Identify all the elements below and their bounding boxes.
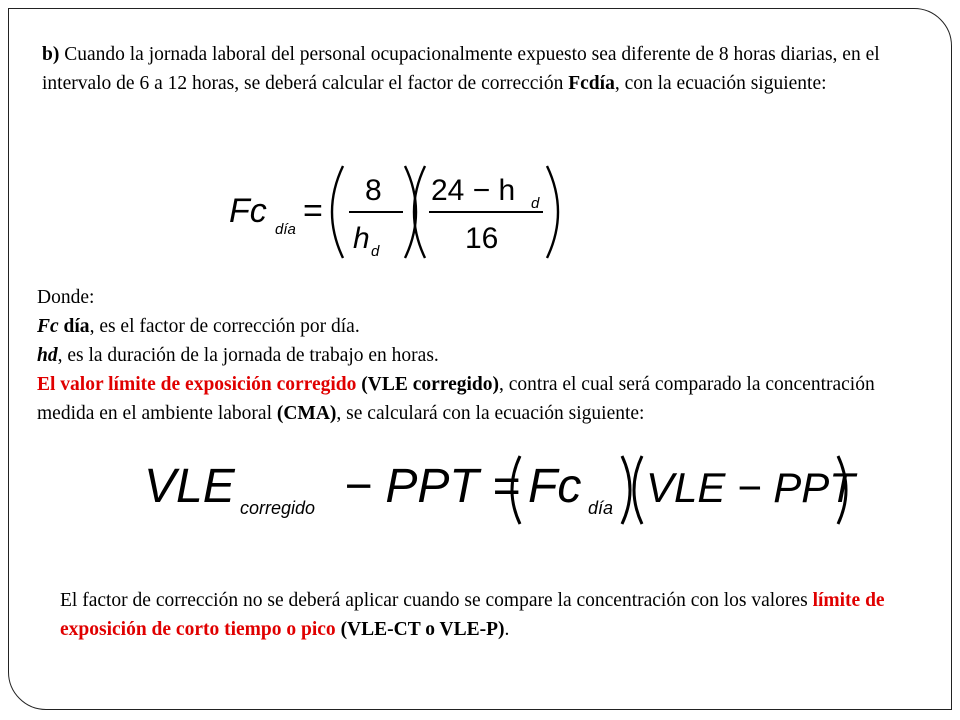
eq2-fc-sub: día	[588, 498, 614, 518]
eq1-f1-den-sub: d	[371, 243, 380, 260]
equation-vle-corrected	[140, 450, 860, 530]
note-red-term: límite de exposición de corto tiempo o pico	[60, 590, 885, 640]
intro-tail: , con la ecuación siguiente:	[614, 73, 827, 94]
eq2-paren2: VLE − PPT	[646, 464, 855, 511]
definitions-paragraph	[37, 283, 932, 428]
hd-definition	[37, 341, 932, 370]
eq2-sub: corregido	[240, 498, 316, 518]
fc-term-a: Fc	[37, 316, 59, 337]
equation-correction-factor	[225, 160, 565, 265]
vle-red-term: El valor límite de exposición corregido	[37, 374, 357, 395]
eq1-f2-den: 16	[465, 222, 499, 255]
note-paragraph	[60, 586, 920, 644]
note-end: .	[504, 619, 510, 640]
vle-definition	[37, 370, 932, 428]
eq1-equals: =	[303, 192, 323, 230]
eq1-f1-den: h	[353, 222, 370, 255]
eq2-paren-open-2	[634, 456, 642, 524]
intro-paragraph	[42, 40, 922, 98]
eq1-f2-num: 24 − h	[431, 174, 516, 207]
intro-label: b)	[42, 44, 60, 65]
eq1-lhs-sub: día	[275, 221, 296, 238]
fc-desc: , es el factor de corrección por día.	[89, 316, 360, 337]
cma-abbr: (CMA)	[276, 403, 337, 424]
eq2-fc: Fc	[528, 460, 582, 513]
note-abbr: (VLE-CT o VLE-P)	[335, 619, 505, 640]
vle-tail: , se calculará con la ecuación siguiente:	[336, 403, 645, 424]
donde-label: Donde:	[37, 287, 95, 308]
vle-text: , contra el cual será comparado la concentración medida en el ambiente laboral	[37, 374, 875, 424]
intro-term: Fcdía	[568, 73, 615, 94]
hd-desc: , es la duración de la jornada de trabajo en horas.	[57, 345, 439, 366]
eq1-f1-num: 8	[365, 174, 382, 207]
eq1-paren-open-1	[332, 166, 343, 258]
eq1-paren-close-2	[547, 166, 558, 258]
eq2-minus-ppt: − PPT =	[344, 460, 521, 513]
intro-text: Cuando la jornada laboral del personal ocupacionalmente expuesto sea diferente de 8 horas diarias, en el intervalo de 6 a 12 horas, se deberá calcular el factor de corrección	[42, 44, 880, 94]
fc-definition	[37, 312, 932, 341]
vle-abbr: (VLE corregido)	[361, 374, 499, 395]
eq2-vle: VLE	[144, 460, 235, 513]
fc-term-b: día	[58, 316, 90, 337]
note-text: El factor de corrección no se deberá aplicar cuando se compare la concentración con los valores	[60, 590, 813, 611]
eq2-paren-close-1	[622, 456, 630, 524]
eq1-lhs: Fc	[229, 192, 267, 230]
hd-term: hd	[37, 345, 58, 366]
eq1-f2-num-sub: d	[531, 195, 540, 212]
